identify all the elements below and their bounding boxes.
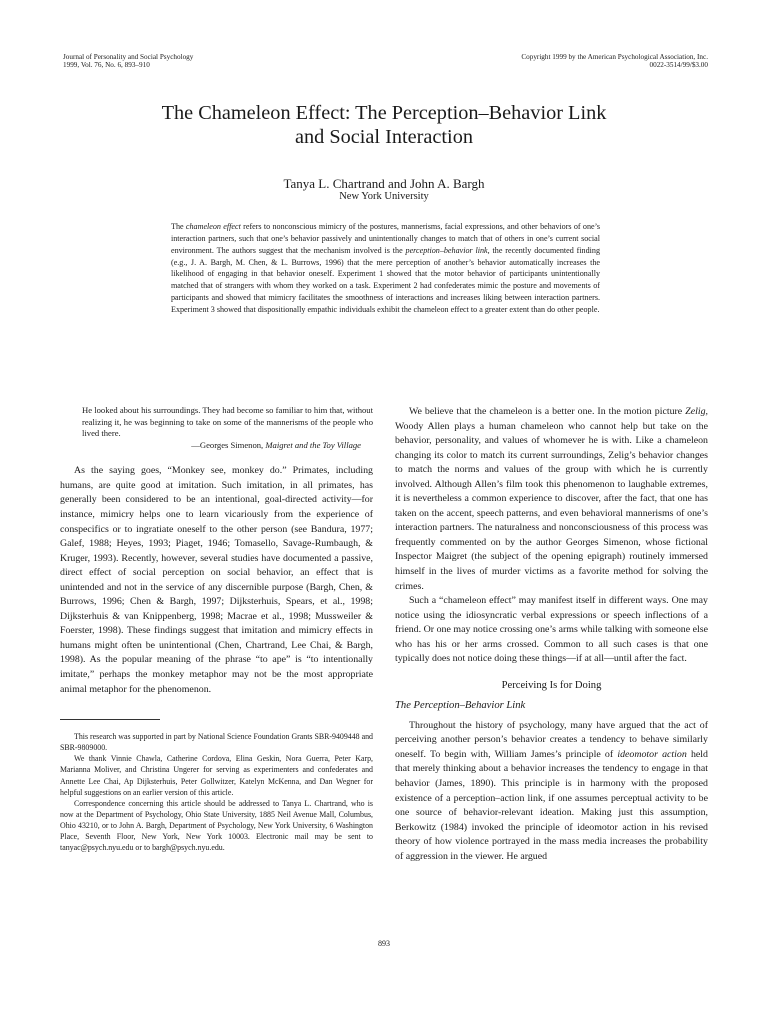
epigraph-source-author: —Georges Simenon, [191, 439, 266, 450]
right-column [395, 405, 708, 864]
zelig-text-1: We believe that the chameleon is a better one. In the motion picture [409, 406, 686, 417]
abstract [171, 221, 600, 316]
abstract-text-3: the recently documented finding (e.g., J. A. Bargh, M. Chen, & L. Burrows, 1996) that the mere perception of another’s behavior automatically increases the likelihood of engaging in that behavior oneself. Experiment 1 showed that the motor behavior of participants unintentionally matched that of strangers with whom they worked on a task. Experiment 2 had confederates mimic the posture and movements of participants and showed that mimicry facilitates the smoothness of interactions and increases liking between interaction partners. Experiment 3 showed that dispositionally empathic individuals exhibit the chameleon effect to a greater extent than do other people. [171, 245, 600, 315]
journal-citation-header [63, 53, 193, 69]
body-paragraph-manifestations: Such a “chameleon effect” may manifest itself in different ways. One may notice using the idiosyncratic verbal expressions or speech inflections of a friend. Or one may notice crossing one’s arms while talking with someone else who has his or her arms crossed. Common to all such cases is that one typically does not notice doing these things—if at all—until after the fact. [395, 595, 708, 665]
abstract-term-chameleon-effect: chameleon effect [185, 222, 241, 231]
ideomotor-text-2: held that merely thinking about a behavior increases the tendency to engage in that behavior (James, 1890). This principle is in harmony with the proposed existence of a perception–action link, if one assumes perceptual activity to be one source of behavior-relevant ideation. Making just this assumption, Berkowitz (1984) invoked the principle of ideomotor action in his revised theory of how violence portrayed in the mass media increases the probability of aggression in the viewer. He argued [395, 748, 708, 862]
copyright-header [521, 53, 708, 69]
author-affiliation: New York University [339, 191, 429, 202]
body-paragraph-zelig [395, 405, 708, 594]
zelig-text-2: Woody Allen plays a human chameleon who cannot help but take on the behavior, personality, and values of whomever he is with. Like a chameleon changing its color to match its current surroundings, Zelig’s behavior changes to match the norms and values of the group with which he is currently involved. Although Allen’s film took this phenomenon to laughable extremes, it is nevertheless a common experience to discover, after the fact, that one has taken on the accent, speech patterns, and even behavioral mannerisms of one’s interaction partners. The naturalness and nonconsciousness of this process was frequently commented on by the author Georges Simenon, whose fictional Inspector Maigret (the subject of the opening epigraph) routinely immersed himself in the lives of murder victims as a favorite method for solving the crimes. [395, 420, 708, 592]
subsection-heading: The Perception–Behavior Link [395, 699, 526, 711]
footnotes [60, 731, 373, 853]
footnote-divider [60, 719, 160, 720]
abstract-text-2: refers to nonconscious mimicry of the postures, mannerisms, facial expressions, and other behaviors of one’s interaction partners, such that one’s behavior passively and unintentionally changes to match that of others in one’s current social environment. The authors suggest that the mechanism involved is the [171, 222, 601, 255]
zelig-film-title: Zelig, [685, 406, 708, 417]
abstract-term-perception-behavior-link: perception–behavior link, [405, 245, 490, 255]
issn-code: 0022-3514/99/$3.00 [649, 61, 708, 70]
left-column [60, 405, 373, 853]
footnote-funding: This research was supported in part by National Science Foundation Grants SBR-9409448 and SBR-9809000. [60, 732, 373, 753]
page-number: 893 [378, 939, 390, 948]
epigraph [60, 405, 373, 451]
ideomotor-term: ideomotor action [617, 748, 687, 760]
title-line-2: and Social Interaction [295, 126, 473, 148]
body-paragraph-intro: As the saying goes, “Monkey see, monkey do.” Primates, including humans, are quite good at imitation. Such imitation, in all primates, has generally been considered to be an intentional, goal-directed activity—for instance, mimicry helps one to learn vicariously from the experience of conspecifics or to ingratiate oneself to the other person (see Bandura, 1977; Galef, 1988; Heyes, 1993; Piaget, 1946; Tomasello, Savage-Rumbaugh, & Kruger, 1993). Recently, however, several studies have documented a passive, direct effect of social perception on social behavior, an effect that is unintended and not in the service of any discernible purpose (Bargh, Chen, & Burrows, 1996; Chen & Bargh, 1997; Dijksterhuis, Spears, et al., 1998; Dijksterhuis & van Knippenberg, 1998; Macrae et al., 1998; Mussweiler & Foerster, 1998). These findings suggest that imitation and mimicry effects in humans might often be unintentional (Chen, Chartrand, Lee Chai, & Bargh, 1998). As the popular meaning of the phrase “to ape” is “to intentionally imitate,” perhaps the monkey metaphor may not be the most appropriate animal metaphor for the phenomenon. [60, 465, 373, 695]
footnote-acknowledgments: We thank Vinnie Chawla, Catherine Cordova, Elina Geskin, Nora Guerra, Peter Karp, Marianna Moliver, and Christina Ungerer for serving as experimenters and confederates and Annette Lee Chai, Ap Dijksterhuis, Peter Gollwitzer, Katelyn McKenna, and Dan Wegner for helpful suggestions on an earlier version of this article. [60, 754, 373, 797]
journal-volume: 1999, Vol. 76, No. 6, 893–910 [63, 61, 150, 70]
section-heading: Perceiving Is for Doing [501, 679, 602, 691]
title-line-1: The Chameleon Effect: The Perception–Behavior Link [161, 102, 607, 124]
epigraph-quote: He looked about his surroundings. They had become so familiar to him that, without realizing it, he was beginning to take on some of the mannerisms of the people who lived there. [82, 405, 373, 439]
epigraph-source [82, 440, 373, 452]
footnote-correspondence: Correspondence concerning this article should be addressed to Tanya L. Chartrand, who is now at the Department of Psychology, Ohio State University, 1885 Neil Avenue Mall, Columbus, Ohio 43210, or to John A. Bargh, Department of Psychology, New York University, 6 Washington Place, Seventh Floor, New York, New York 10003. Electronic mail may be sent to tanyac@psych.nyu.edu or to bargh@psych.nyu.edu. [60, 798, 373, 853]
journal-name: Journal of Personality and Social Psychology [63, 53, 194, 61]
abstract-text-1: The [171, 222, 186, 231]
author-names: Tanya L. Chartrand and John A. Bargh [283, 176, 485, 191]
article-title [60, 101, 708, 149]
epigraph-source-title: Maigret and the Toy Village [265, 439, 361, 450]
body-paragraph-ideomotor [395, 719, 708, 864]
ideomotor-text-1: Throughout the history of psychology, many have argued that the act of perceiving another person’s behavior creates a tendency to behave similarly oneself. To begin with, William James’s principle of [395, 719, 708, 760]
copyright-notice: Copyright 1999 by the American Psychological Association, Inc. [521, 53, 708, 61]
